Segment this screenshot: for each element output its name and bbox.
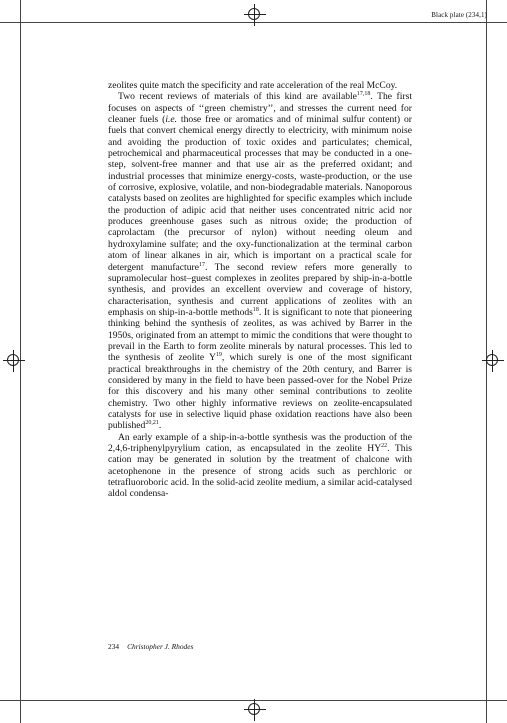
- text-run: .: [158, 420, 162, 432]
- text-run: . The first focuses on aspects of ‘‘green chemistry’’, and stresses the current need for cleaner fuels (: [108, 91, 412, 126]
- text-run: An early example of a ship-in-a-bottle synthesis was the production of the 2,4,6-triphenylpyrylium cation, as encapsulated in the zeolite HY: [108, 431, 412, 454]
- paragraph: [108, 80, 412, 91]
- paragraph: [108, 91, 412, 431]
- body-text: [108, 80, 412, 500]
- citation-reference: 18: [252, 306, 259, 313]
- running-author: Christopher J. Rhodes: [127, 642, 194, 651]
- citation-reference: 19: [215, 352, 222, 359]
- registration-mark-left-icon: [3, 350, 25, 372]
- page-number: 234: [108, 642, 120, 651]
- plate-label: Black plate (234,1): [431, 11, 487, 19]
- registration-mark-top-icon: [244, 4, 266, 26]
- text-run: . The second review refers more generally to supramolecular host–guest complexes in zeolites prepared by ship-in-a-bottle synthesis, and provides an excellent overview and coverage of history, characterisation, synthesis and current applications of zeolites with an emphasis on ship-in-a-bottle methods: [108, 261, 412, 318]
- citation-reference: 22: [381, 443, 388, 449]
- registration-mark-bottom-icon: [244, 699, 266, 721]
- text-run: . This cation may be generated in solution by the treatment of chalcone with acetophenone in the presence of strong acids such as perchloric or tetrafluoroboric acid. In the solid-acid zeolite medium, a similar acid-catalysed aldol condensa-: [108, 443, 412, 500]
- citation-reference: 17,18: [356, 91, 371, 98]
- text-run: , which surely is one of the most significant practical breakthroughs in the chemistry of the 20th century, and Barrer is considered by many in the field to have been passed-over for the Nobel Prize for this discovery and his many other seminal contributions to zeolite chemistry. Two other highly informative reviews on zeolite-encapsulated catalysts for use in selective liquid phase oxidation reactions have also been published: [108, 352, 412, 432]
- page-footer: [108, 642, 193, 651]
- citation-reference: 20,21: [145, 420, 159, 427]
- paragraph: [108, 432, 412, 500]
- text-run: Two recent reviews of materials of this kind are available: [118, 91, 357, 103]
- text-run: zeolites quite match the specificity and rate acceleration of the real McCoy.: [108, 80, 398, 91]
- registration-mark-right-icon: [482, 350, 504, 372]
- citation-reference: 17: [198, 261, 205, 268]
- text-run: . It is significant to note that pioneering thinking behind the synthesis of zeolites, as was achived by Barrer in the 1950s, originated from an attempt to mimic the conditions that were thought to prevail in the Earth to form zeolite minerals by natural processes. This led to the synthesis of zeolite Y: [108, 306, 412, 364]
- text-run: those free or aromatics and of minimal sulfur content) or fuels that convert chemical energy directly to electricity, with minimum noise and avoiding the production of toxic oxides and particulates; chemical, petrochemical and pharmaceutical processes that may be conducted in a one-step, solvent-free manner and that use air as the preferred oxidant; and industrial processes that minimize energy-costs, waste-production, or the use of corrosive, explosive, volatile, and non-biodegradable materials. Nanoporous catalysts based on zeolites are highlighted for specific examples which include the production of adipic acid that neither uses concentrated nitric acid nor produces greenhouse gases such as nitrous oxide; the production of caprolactam (the precursor of nylon) without needing oleum and hydroxylamine sulfate; and the oxy-functionalization at the terminal carbon atom of linear alkanes in air, which is important on a practical scale for detergent manufacture: [108, 114, 412, 273]
- italic-text: i.e.: [165, 114, 178, 126]
